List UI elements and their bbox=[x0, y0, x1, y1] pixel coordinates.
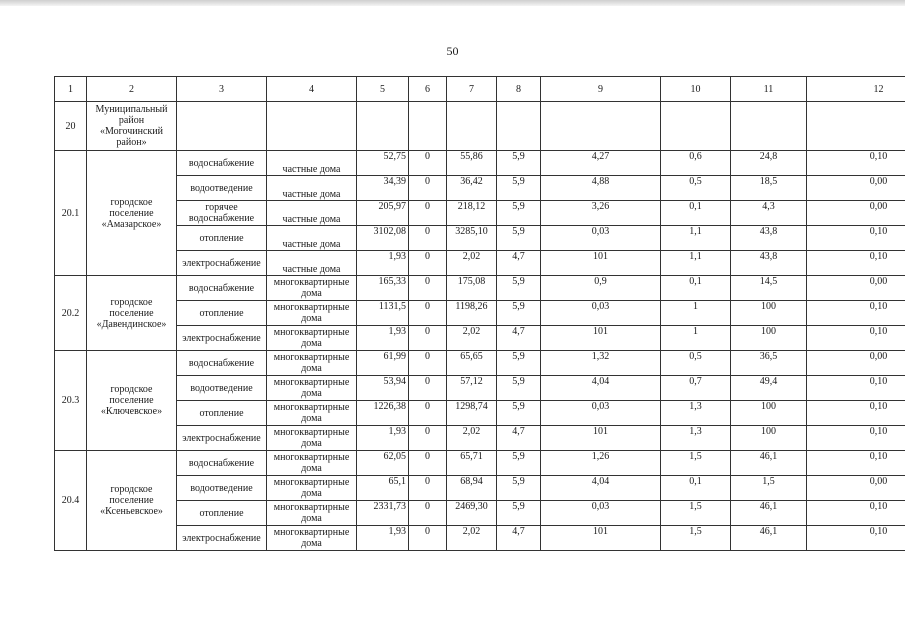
value-cell-c8: 5,9 bbox=[497, 201, 541, 226]
value-cell-c6: 0 bbox=[409, 251, 447, 276]
value-cell-c9: 101 bbox=[541, 526, 661, 551]
value-cell-c6: 0 bbox=[409, 376, 447, 401]
header-cell: 3 bbox=[177, 77, 267, 102]
value-cell-c6: 0 bbox=[409, 226, 447, 251]
value-cell-c11: 100 bbox=[731, 401, 807, 426]
value-cell-c10: 0,6 bbox=[661, 151, 731, 176]
value-cell-c10: 1,5 bbox=[661, 526, 731, 551]
value-cell-c10: 1,5 bbox=[661, 451, 731, 476]
header-cell: 11 bbox=[731, 77, 807, 102]
value-cell-c5: 1226,38 bbox=[357, 401, 409, 426]
value-cell-c5: 52,75 bbox=[357, 151, 409, 176]
housing-type-cell: частные дома bbox=[267, 151, 357, 176]
value-cell-c10: 0,5 bbox=[661, 351, 731, 376]
value-cell-c10: 0,1 bbox=[661, 276, 731, 301]
group-name: городское поселение «Амазарское» bbox=[87, 151, 177, 276]
housing-type-cell: многоквартирные дома bbox=[267, 326, 357, 351]
housing-type-cell: многоквартирные дома bbox=[267, 526, 357, 551]
value-cell-c12: 0,10 bbox=[807, 401, 905, 426]
value-cell-c12: 0,00 bbox=[807, 276, 905, 301]
header-cell: 8 bbox=[497, 77, 541, 102]
value-cell-c8: 4,7 bbox=[497, 526, 541, 551]
value-cell-c5: 34,39 bbox=[357, 176, 409, 201]
value-cell-c11: 36,5 bbox=[731, 351, 807, 376]
value-cell-c11: 100 bbox=[731, 301, 807, 326]
value-cell-c11: 46,1 bbox=[731, 451, 807, 476]
housing-type-cell: частные дома bbox=[267, 176, 357, 201]
value-cell-c10: 1,5 bbox=[661, 501, 731, 526]
district-name: Муниципальный район «Могочинский район» bbox=[87, 102, 177, 151]
service-cell: водоотведение bbox=[177, 376, 267, 401]
table-row bbox=[55, 426, 905, 451]
table-row bbox=[55, 226, 905, 251]
value-cell-c12: 0,10 bbox=[807, 151, 905, 176]
group-code: 20.4 bbox=[55, 451, 87, 551]
table-row bbox=[55, 376, 905, 401]
value-cell-c9: 0,03 bbox=[541, 501, 661, 526]
value-cell-c12: 0,10 bbox=[807, 251, 905, 276]
value-cell-c5: 1,93 bbox=[357, 326, 409, 351]
value-cell-c6: 0 bbox=[409, 176, 447, 201]
value-cell-c8: 5,9 bbox=[497, 301, 541, 326]
value-cell-c5: 1,93 bbox=[357, 526, 409, 551]
tariff-table bbox=[54, 76, 905, 551]
value-cell-c8: 5,9 bbox=[497, 376, 541, 401]
value-cell-c10: 1,1 bbox=[661, 251, 731, 276]
value-cell-c11: 43,8 bbox=[731, 251, 807, 276]
group-name: городское поселение «Ключевское» bbox=[87, 351, 177, 451]
value-cell-c11: 1,5 bbox=[731, 476, 807, 501]
value-cell-c11: 18,5 bbox=[731, 176, 807, 201]
value-cell-c5: 205,97 bbox=[357, 201, 409, 226]
value-cell-c10: 1,3 bbox=[661, 426, 731, 451]
value-cell-c8: 4,7 bbox=[497, 426, 541, 451]
value-cell-c9: 0,03 bbox=[541, 226, 661, 251]
value-cell-c9: 4,04 bbox=[541, 476, 661, 501]
value-cell-c6: 0 bbox=[409, 276, 447, 301]
table-row bbox=[55, 351, 905, 376]
value-cell-c9: 0,9 bbox=[541, 276, 661, 301]
value-cell-c5: 3102,08 bbox=[357, 226, 409, 251]
service-cell: электроснабжение bbox=[177, 426, 267, 451]
value-cell-c10: 1,1 bbox=[661, 226, 731, 251]
value-cell-c9: 101 bbox=[541, 326, 661, 351]
value-cell-c8: 5,9 bbox=[497, 451, 541, 476]
value-cell-c5: 165,33 bbox=[357, 276, 409, 301]
value-cell-c5: 1,93 bbox=[357, 251, 409, 276]
value-cell-c12: 0,10 bbox=[807, 376, 905, 401]
housing-type-cell: многоквартирные дома bbox=[267, 501, 357, 526]
value-cell-c8: 5,9 bbox=[497, 351, 541, 376]
table-row bbox=[55, 401, 905, 426]
value-cell-c11: 49,4 bbox=[731, 376, 807, 401]
value-cell-c7: 218,12 bbox=[447, 201, 497, 226]
value-cell-c11: 100 bbox=[731, 326, 807, 351]
value-cell-c6: 0 bbox=[409, 201, 447, 226]
value-cell-c11: 46,1 bbox=[731, 501, 807, 526]
value-cell-c6: 0 bbox=[409, 351, 447, 376]
value-cell-c7: 55,86 bbox=[447, 151, 497, 176]
value-cell-c10: 0,1 bbox=[661, 476, 731, 501]
value-cell-c7: 3285,10 bbox=[447, 226, 497, 251]
value-cell-c10: 1,3 bbox=[661, 401, 731, 426]
group-name: городское поселение «Давендинское» bbox=[87, 276, 177, 351]
value-cell-c12: 0,10 bbox=[807, 326, 905, 351]
table-row bbox=[55, 201, 905, 226]
value-cell-c12: 0,00 bbox=[807, 351, 905, 376]
value-cell-c6: 0 bbox=[409, 151, 447, 176]
housing-type-cell: многоквартирные дома bbox=[267, 451, 357, 476]
header-cell: 5 bbox=[357, 77, 409, 102]
service-cell: водоснабжение bbox=[177, 276, 267, 301]
value-cell-c11: 24,8 bbox=[731, 151, 807, 176]
value-cell-c7: 68,94 bbox=[447, 476, 497, 501]
value-cell-c11: 43,8 bbox=[731, 226, 807, 251]
value-cell-c7: 65,71 bbox=[447, 451, 497, 476]
value-cell-c7: 2,02 bbox=[447, 251, 497, 276]
table-row bbox=[55, 526, 905, 551]
value-cell-c11: 4,3 bbox=[731, 201, 807, 226]
service-cell: отопление bbox=[177, 401, 267, 426]
value-cell-c9: 0,03 bbox=[541, 301, 661, 326]
value-cell-c9: 1,26 bbox=[541, 451, 661, 476]
value-cell-c10: 0,7 bbox=[661, 376, 731, 401]
housing-type-cell: многоквартирные дома bbox=[267, 476, 357, 501]
value-cell-c6: 0 bbox=[409, 476, 447, 501]
value-cell-c11: 46,1 bbox=[731, 526, 807, 551]
housing-type-cell: многоквартирные дома bbox=[267, 301, 357, 326]
value-cell-c6: 0 bbox=[409, 501, 447, 526]
value-cell-c10: 1 bbox=[661, 326, 731, 351]
value-cell-c12: 0,00 bbox=[807, 201, 905, 226]
service-cell: водоснабжение bbox=[177, 451, 267, 476]
header-row bbox=[55, 77, 905, 102]
table-row bbox=[55, 326, 905, 351]
header-cell: 12 bbox=[807, 77, 905, 102]
service-cell: горячее водоснабжение bbox=[177, 201, 267, 226]
value-cell-c6: 0 bbox=[409, 401, 447, 426]
value-cell-c9: 0,03 bbox=[541, 401, 661, 426]
header-cell: 2 bbox=[87, 77, 177, 102]
value-cell-c7: 1298,74 bbox=[447, 401, 497, 426]
group-name: городское поселение «Ксеньевское» bbox=[87, 451, 177, 551]
value-cell-c10: 0,5 bbox=[661, 176, 731, 201]
header-cell: 7 bbox=[447, 77, 497, 102]
value-cell-c5: 1,93 bbox=[357, 426, 409, 451]
value-cell-c11: 14,5 bbox=[731, 276, 807, 301]
table-row bbox=[55, 451, 905, 476]
service-cell: водоотведение bbox=[177, 476, 267, 501]
scan-edge bbox=[0, 0, 905, 6]
value-cell-c8: 4,7 bbox=[497, 326, 541, 351]
housing-type-cell: частные дома bbox=[267, 226, 357, 251]
table-row bbox=[55, 151, 905, 176]
value-cell-c8: 5,9 bbox=[497, 226, 541, 251]
service-cell: отопление bbox=[177, 226, 267, 251]
value-cell-c5: 65,1 bbox=[357, 476, 409, 501]
value-cell-c12: 0,00 bbox=[807, 476, 905, 501]
district-code: 20 bbox=[55, 102, 87, 151]
housing-type-cell: многоквартирные дома bbox=[267, 376, 357, 401]
value-cell-c8: 5,9 bbox=[497, 151, 541, 176]
value-cell-c7: 1198,26 bbox=[447, 301, 497, 326]
header-cell: 9 bbox=[541, 77, 661, 102]
page-number: 50 bbox=[446, 44, 459, 58]
value-cell-c9: 101 bbox=[541, 426, 661, 451]
value-cell-c7: 2469,30 bbox=[447, 501, 497, 526]
value-cell-c5: 62,05 bbox=[357, 451, 409, 476]
value-cell-c12: 0,10 bbox=[807, 426, 905, 451]
district-row bbox=[55, 102, 905, 151]
value-cell-c9: 4,04 bbox=[541, 376, 661, 401]
group-code: 20.1 bbox=[55, 151, 87, 276]
value-cell-c7: 2,02 bbox=[447, 526, 497, 551]
service-cell: водоснабжение bbox=[177, 351, 267, 376]
service-cell: отопление bbox=[177, 501, 267, 526]
value-cell-c9: 4,88 bbox=[541, 176, 661, 201]
table-row bbox=[55, 301, 905, 326]
header-cell: 1 bbox=[55, 77, 87, 102]
header-cell: 6 bbox=[409, 77, 447, 102]
value-cell-c8: 5,9 bbox=[497, 476, 541, 501]
value-cell-c8: 5,9 bbox=[497, 401, 541, 426]
value-cell-c5: 1131,5 bbox=[357, 301, 409, 326]
value-cell-c12: 0,10 bbox=[807, 301, 905, 326]
housing-type-cell: частные дома bbox=[267, 251, 357, 276]
value-cell-c6: 0 bbox=[409, 326, 447, 351]
value-cell-c8: 4,7 bbox=[497, 251, 541, 276]
housing-type-cell: многоквартирные дома bbox=[267, 351, 357, 376]
header-cell: 10 bbox=[661, 77, 731, 102]
value-cell-c7: 36,42 bbox=[447, 176, 497, 201]
table-row bbox=[55, 501, 905, 526]
housing-type-cell: частные дома bbox=[267, 201, 357, 226]
service-cell: электроснабжение bbox=[177, 326, 267, 351]
value-cell-c11: 100 bbox=[731, 426, 807, 451]
group-code: 20.3 bbox=[55, 351, 87, 451]
value-cell-c7: 2,02 bbox=[447, 326, 497, 351]
service-cell: отопление bbox=[177, 301, 267, 326]
value-cell-c8: 5,9 bbox=[497, 276, 541, 301]
table-row bbox=[55, 176, 905, 201]
value-cell-c12: 0,10 bbox=[807, 501, 905, 526]
service-cell: водоснабжение bbox=[177, 151, 267, 176]
value-cell-c9: 1,32 bbox=[541, 351, 661, 376]
housing-type-cell: многоквартирные дома bbox=[267, 426, 357, 451]
group-code: 20.2 bbox=[55, 276, 87, 351]
value-cell-c5: 53,94 bbox=[357, 376, 409, 401]
table-row bbox=[55, 476, 905, 501]
value-cell-c7: 175,08 bbox=[447, 276, 497, 301]
value-cell-c6: 0 bbox=[409, 526, 447, 551]
value-cell-c5: 2331,73 bbox=[357, 501, 409, 526]
value-cell-c6: 0 bbox=[409, 451, 447, 476]
value-cell-c7: 65,65 bbox=[447, 351, 497, 376]
value-cell-c12: 0,00 bbox=[807, 176, 905, 201]
value-cell-c12: 0,10 bbox=[807, 526, 905, 551]
table-row bbox=[55, 276, 905, 301]
value-cell-c9: 4,27 bbox=[541, 151, 661, 176]
value-cell-c8: 5,9 bbox=[497, 176, 541, 201]
value-cell-c12: 0,10 bbox=[807, 451, 905, 476]
housing-type-cell: многоквартирные дома bbox=[267, 276, 357, 301]
value-cell-c10: 1 bbox=[661, 301, 731, 326]
value-cell-c7: 2,02 bbox=[447, 426, 497, 451]
value-cell-c7: 57,12 bbox=[447, 376, 497, 401]
value-cell-c10: 0,1 bbox=[661, 201, 731, 226]
service-cell: электроснабжение bbox=[177, 251, 267, 276]
value-cell-c8: 5,9 bbox=[497, 501, 541, 526]
value-cell-c12: 0,10 bbox=[807, 226, 905, 251]
table-row bbox=[55, 251, 905, 276]
header-cell: 4 bbox=[267, 77, 357, 102]
value-cell-c9: 101 bbox=[541, 251, 661, 276]
value-cell-c5: 61,99 bbox=[357, 351, 409, 376]
housing-type-cell: многоквартирные дома bbox=[267, 401, 357, 426]
service-cell: электроснабжение bbox=[177, 526, 267, 551]
service-cell: водоотведение bbox=[177, 176, 267, 201]
value-cell-c6: 0 bbox=[409, 301, 447, 326]
value-cell-c6: 0 bbox=[409, 426, 447, 451]
value-cell-c9: 3,26 bbox=[541, 201, 661, 226]
